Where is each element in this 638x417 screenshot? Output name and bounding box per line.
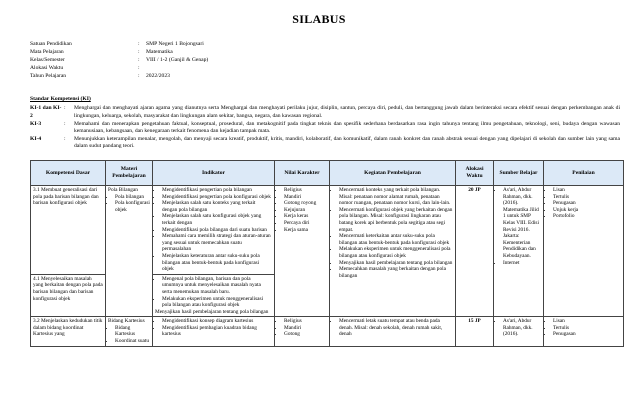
list-item: • Mencermati letak suatu tempat atau benda pada denah. Misal: denah sekolah, denah rumah sakit, denah (339, 318, 453, 338)
sumber-cell (494, 186, 544, 317)
meta-key: Alokasi Waktu (30, 65, 64, 71)
materi-cell (106, 186, 153, 317)
page-title: SILABUS (292, 12, 346, 26)
kegiatan-cell (330, 186, 456, 317)
list-item: • Menjelaskan salah satu konteks yang terkait dengan pola bilangan (162, 200, 272, 213)
header-sumber: Sumber Belajar (494, 161, 544, 186)
meta-key: Tahun Pelajaran (30, 73, 67, 79)
kegiatan-cell (330, 317, 456, 346)
list-item: • Mengenal pola bilangan, barisan dan pola umumnya untuk menyelesaikan masalah nyata serta menemukan masalah baru. (162, 276, 272, 296)
list-item: • As'ari, Abdur Rahman, dkk. (2016). Matematika Jilid 1 untuk SMP Kelas VIII. Edisi Revisi 2016. Jakarta: Kementerian Pendidikan dan Kebudayaan. (503, 187, 541, 260)
kd-cell: 4.1 Menyelesaikan masalah yang berkaitan dengan pola pada barisan bilangan dan barisan konfigurasi objek (31, 274, 106, 317)
meta-value: SMP Negeri 1 Bojongsari (146, 41, 204, 47)
indikator-cell (153, 317, 275, 346)
table-row (31, 317, 624, 346)
meta-key: Kelas/Semester (30, 57, 65, 63)
kd-cell: 3.1 Membuat generalisasi dari pola pada barisan bilangan dan barisan konfigurasi objek (31, 186, 106, 275)
competency-text: Menunjukkan keterampilan menalar, mengolah, dan menyaji secara kreatif, produktif, kritis, mandiri, kolaboratif, dan komunikatif, dalam ranah konkret dan ranah abstrak sesuai dengan yang dipelajari di sekolah dan sumber lain yang sama dalam sudut pandang teori. (74, 136, 620, 150)
penilaian-cell (544, 186, 624, 317)
list-item: • Menjelaskan keteraturan antar suku-suku pola bilangan atau bentuk-bentuk pada konfigurasi objek (162, 253, 272, 273)
competency-text: Menghargai dan menghayati ajaran agama yang dianutnya serta Menghargai dan menghayati perilaku jujur, disiplin, santun, percaya diri, peduli, dan bertanggung jawab dalam berinteraksi secara efektif sesuai dengan perkembangan anak di lingkungan, keluarga, sekolah, masyarakat dan lingkungan alam sekitar, bangsa, negara, dan kawasan regional. (74, 105, 620, 119)
nilai-cell (275, 317, 330, 346)
meta-value: Matematika (146, 49, 173, 55)
sumber-cell (494, 317, 544, 346)
list-item: • Mandiri (284, 194, 327, 201)
list-item: • Mengidentifikasi konsep diagram kartesius (162, 318, 272, 325)
list-item: • Religius (284, 187, 327, 194)
competency-standards (30, 96, 620, 151)
meta-row: Kelas/Semester : VIII / 1-2 (Ganjil & Genap) (30, 57, 209, 63)
meta-row: Satuan Pendidikan : SMP Negeri 1 Bojongsari (30, 41, 204, 47)
list-item: • Menyajikan hasil pembelajaran tentang pola bilangan (339, 260, 453, 267)
competency-label: KI-3 (30, 120, 42, 127)
meta-row: Mata Pelajaran : Matematika (30, 49, 173, 55)
competency-item: KI-3 : Memahami dan menerapkan pengetahuan faktual, konseptual, prosedural, dan metakognitif pada tingkat teknis dan spesifik sederhana berdasarkan rasa ingin tahunya tentang ilmu pengetahuan, teknologi, seni, budaya dengan wawasan kemanusiaan, kebangsaan, dan kenegaraan terkait fenomena dan kejadian tampak mata. (30, 120, 620, 135)
list-item: • Melakukan eksperimen untuk menggeneralisasi pola bilangan atau konfigurasi objek (162, 296, 272, 309)
table-header-row (31, 161, 624, 186)
list-item: • Bidang Kartesius (115, 325, 150, 338)
materi-title: Pola Bilangan (108, 187, 138, 193)
meta-value: VIII / 1-2 (Ganjil & Genap) (146, 57, 209, 63)
list-item: • Kejujuran (284, 207, 327, 214)
materi-cell (106, 317, 153, 346)
competency-item: KI-1 dan KI-2 : Menghargai dan menghayati ajaran agama yang dianutnya serta Menghargai dan menghayati perilaku jujur, disiplin, santun, percaya diri, peduli, dan bertanggung jawab dalam berinteraksi secara efektif sesuai dengan perkembangan anak di lingkungan, keluarga, sekolah, masyarakat dan lingkungan alam sekitar, bangsa, negara, dan kawasan regional. (30, 105, 620, 119)
header-kd: Kompetensi Dasar (31, 161, 106, 186)
list-item: • Pola bilangan (115, 194, 150, 201)
list-item: • Percaya diri (284, 220, 327, 227)
syllabus-table (30, 160, 624, 347)
list-item: • Pola konfigurasi objek (115, 200, 150, 213)
list-item: • Mengidentifikasi pembagian kuadran bidang kartesius (162, 325, 272, 338)
competency-item: KI-4 : Menunjukkan keterampilan menalar, mengolah, dan menyaji secara kreatif, produktif, kritis, mandiri, kolaboratif, dan komunikatif, dalam ranah konkret dan ranah abstrak sesuai dengan yang dipelajari di sekolah dan sumber lain yang sama dalam sudut pandang teori. (30, 136, 620, 150)
penilaian-cell (544, 317, 624, 346)
list-item: • Penugasan (553, 200, 621, 207)
competency-text: Memahami dan menerapkan pengetahuan faktual, konseptual, prosedural, dan metakognitif pada tingkat teknis dan spesifik sederhana berdasarkan rasa ingin tahunya tentang ilmu pengetahuan, teknologi, seni, budaya dengan wawasan kemanusiaan, kebangsaan, dan kenegaraan terkait fenomena dan kejadian tampak mata. (74, 120, 620, 135)
header-indikator: Indikator (153, 161, 275, 186)
list-item: • Menjelaskan salah satu konfigurasi objek yang terkait dengan (162, 213, 272, 226)
waktu-cell: 20 JP (456, 186, 494, 317)
list-item: • Memahami cara memilih strategi dan aturan-aturan yang sesuai untuk memecahkan suatu permasalahan (162, 233, 272, 253)
list-item: • Penugasan (553, 331, 621, 338)
list-item: • Lisan (553, 187, 621, 194)
table-row (31, 186, 624, 275)
waktu-cell: 15 JP (456, 317, 494, 346)
list-item: • Memecahkan masalah yang berkaitan dengan pola bilangan (339, 266, 453, 279)
list-item: • Tertulis (553, 194, 621, 201)
header-penilaian: Penilaian (544, 161, 624, 186)
competency-label: KI-4 (30, 136, 42, 143)
list-item: • Tertulis (553, 325, 621, 332)
list-item: • Mengidentifikasi pengertian pola bilangan (162, 187, 272, 194)
list-item: • Internet (503, 260, 541, 267)
meta-value: 2022/2023 (146, 73, 170, 79)
list-item: • Gotong royong (284, 200, 327, 207)
header-kegiatan: Kegiatan Pembelajaran (330, 161, 456, 186)
list-item: • Portofolio (553, 213, 621, 220)
list-item: • Unjuk kerja (553, 207, 621, 214)
meta-row: Alokasi Waktu : (30, 65, 140, 71)
list-item: • Kerja keras (284, 213, 327, 220)
materi-title: Bidang Kartesius (108, 318, 145, 325)
list-item: • Mandiri (284, 325, 327, 332)
list-item: • Gotong (284, 331, 327, 338)
header-materi: Materi Pembelajaran (106, 161, 153, 186)
indikator-cell (153, 274, 275, 317)
identity-block (30, 40, 208, 80)
list-item: • Mencermati konteks yang terkait pola bilangan. Misal: penataan nomor alamat rumah, penataan nomor ruangan, penataan nomor kursi, dan lain-lain. (339, 187, 453, 207)
meta-key: Satuan Pendidikan (30, 41, 72, 47)
list-item: • Koordinat suatu (115, 338, 150, 345)
kd-cell: 3.2 Menjelaskan kedudukan titik dalam bidang koordinat Kartesius yang (31, 317, 106, 346)
list-item: • Mengidentifikasi pengertian pola konfigurasi objek (162, 194, 272, 201)
header-nilai: Nilai Karakter (275, 161, 330, 186)
list-item: • Mencermati konfigurasi objek yang berkaitan dengan pola bilangan. Misal: konfigurasi lingkaran atau batang korek api berbentuk pola segitiga atau segi empat. (339, 207, 453, 233)
meta-key: Mata Pelajaran (30, 49, 64, 55)
list-item: • Lisan (553, 318, 621, 325)
competency-label: KI-1 dan KI-2 (30, 105, 62, 119)
list-item: • Religius (284, 318, 327, 325)
list-item: • As'ari, Abdur Rahman, dkk. (2016). (503, 318, 541, 338)
indikator-tail: Menyajikan hasil pembelajaran tentang pola bilangan (155, 308, 269, 315)
header-waktu: Alokasi Waktu (456, 161, 494, 186)
indikator-cell (153, 186, 275, 275)
competency-heading: Standar Kompetensi (KI) (30, 96, 91, 102)
list-item: • Mencermati keterkaitan antar suku-suku pola bilangan atau bentuk-bentuk pada konfigurasi objek (339, 233, 453, 246)
list-item: • Melakukan eksperimen untuk menggeneralisasi pola bilangan atau konfigurasi objek (339, 246, 453, 259)
nilai-cell (275, 186, 330, 317)
list-item: • Mengidentifikasi pola bilangan dari suatu barisan (162, 227, 272, 234)
meta-row: Tahun Pelajaran : 2022/2023 (30, 73, 170, 79)
list-item: • Kerja sama (284, 227, 327, 234)
